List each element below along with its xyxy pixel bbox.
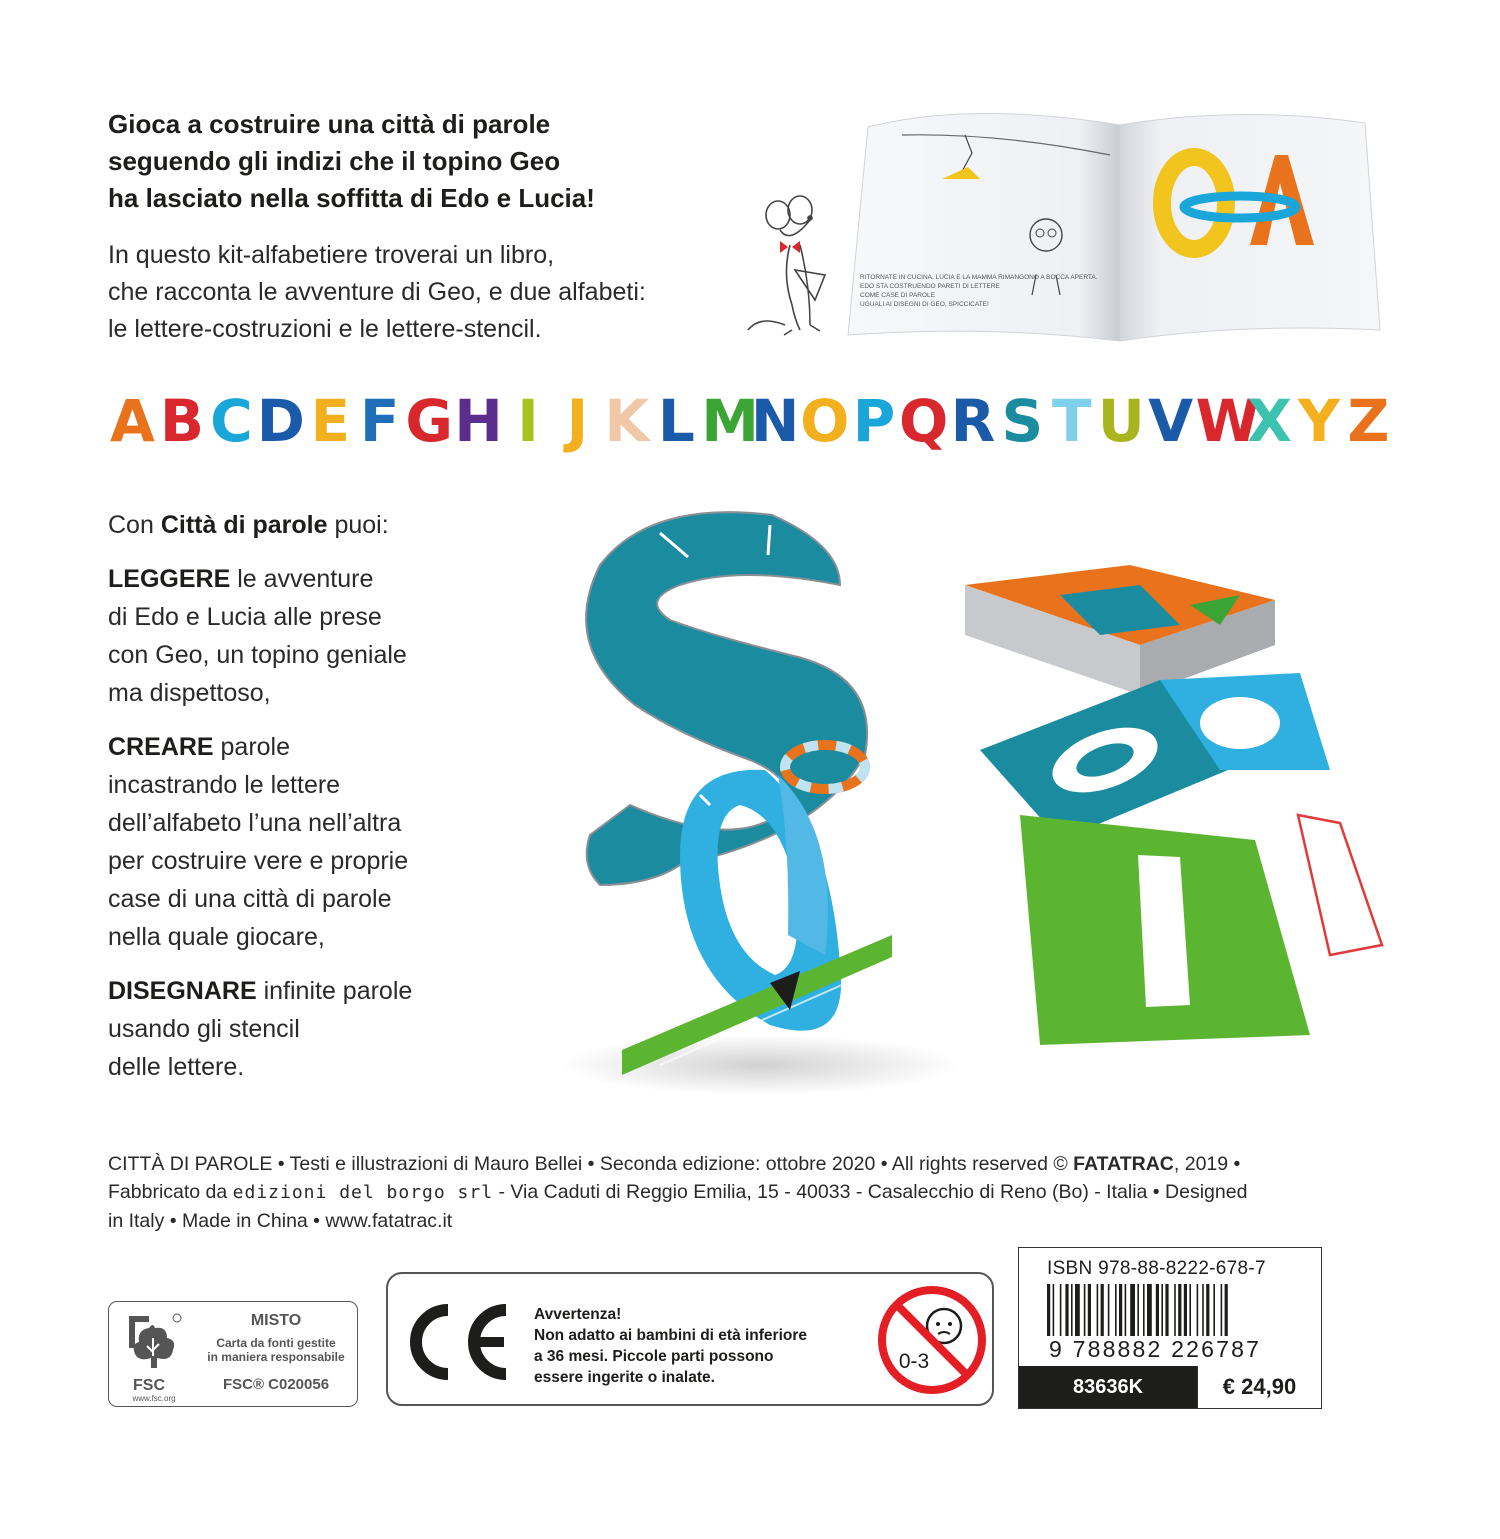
alphabet-letter: V — [1148, 387, 1194, 455]
feature-keyword: LEGGERE — [108, 565, 231, 593]
alphabet-letter: E — [310, 387, 351, 455]
price: € 24,90 — [1197, 1366, 1321, 1408]
letter-s-piece — [586, 512, 867, 885]
alphabet-letter: N — [750, 387, 800, 455]
credits-line: CITTÀ DI PAROLE • Testi e illustrazioni di Mauro Bellei • Seconda edizione: ottobre 2020 • All rights reserved © FATATRAC, 2019 • — [108, 1153, 1241, 1175]
age-label: 0-3 — [898, 1350, 930, 1373]
isbn-barcode-box — [1018, 1247, 1322, 1409]
safety-warning-label — [386, 1272, 994, 1406]
product-photo — [540, 505, 1400, 1105]
fsc-description — [201, 1336, 351, 1364]
alphabet-letter: L — [657, 387, 695, 455]
book-caption-line: COME CASE DI PAROLE — [860, 292, 936, 299]
alphabet-letter: Y — [1298, 387, 1340, 455]
product-name: Città di parole — [160, 511, 328, 539]
warning-line: essere ingerite o inalate. — [534, 1369, 715, 1386]
intro-headline-line: seguendo gli indizi che il topino Geo — [108, 146, 561, 176]
fsc-description-line: Carta da fonti gestite — [216, 1336, 336, 1350]
fsc-label — [108, 1301, 358, 1407]
feature-list — [108, 506, 548, 1102]
publisher-logo: edizioni del borgo srl — [232, 1182, 494, 1203]
feature-intro: Con Città di parole puoi: — [108, 511, 389, 539]
intro-description-line: In questo kit-alfabetiere troverai un libro, — [108, 241, 555, 269]
feature-keyword: CREARE — [108, 733, 214, 761]
intro-headline — [108, 106, 728, 217]
fsc-tree-icon — [117, 1308, 187, 1400]
alphabet-letter: Q — [899, 387, 949, 455]
warning-line: a 36 mesi. Piccole parti possono — [534, 1348, 774, 1365]
product-code: 83636K — [1019, 1366, 1197, 1408]
alphabet-letter: P — [852, 387, 896, 455]
fsc-description-line: in maniera responsabile — [207, 1350, 345, 1364]
intro-headline-line: Gioca a costruire una città di parole — [108, 109, 551, 139]
alphabet-letter: A — [110, 387, 155, 455]
isbn-footer — [1019, 1366, 1321, 1408]
alphabet-letter: B — [159, 387, 205, 455]
alphabet-letter: Z — [1347, 387, 1390, 455]
alphabet-letter: R — [950, 387, 996, 455]
alphabet-letter: J — [566, 387, 589, 455]
book-caption-line: UGUALI AI DISEGNI DI GEO, SPICCICATE! — [860, 301, 989, 308]
brand-fatatrac: FATATRAC — [1073, 1153, 1174, 1175]
intro-description-line: che racconta le avventure di Geo, e due alfabeti: — [108, 278, 646, 306]
alphabet-letter: U — [1097, 387, 1145, 455]
alphabet-letter: T — [1052, 387, 1092, 455]
warning-line: Non adatto ai bambini di età inferiore — [534, 1327, 808, 1344]
alphabet-letter: M — [701, 387, 759, 455]
book-illustration — [740, 95, 1390, 365]
mouse-geo-drawing — [748, 196, 825, 335]
alphabet-letter: C — [210, 387, 253, 455]
fsc-logo-text: FSC — [133, 1377, 165, 1394]
alphabet-letter: H — [454, 387, 503, 455]
alphabet-letter: X — [1247, 387, 1292, 455]
alphabet-letter: D — [256, 387, 305, 455]
fsc-code: FSC® C020056 — [222, 1376, 330, 1393]
isbn-digits: 9 788882 226787 — [1047, 1336, 1299, 1363]
credits — [108, 1150, 1398, 1235]
book-caption-line: EDO STA COSTRUENDO PARETI DI LETTERE — [860, 283, 1000, 290]
warning-text — [534, 1304, 874, 1388]
alphabet-letter: S — [1001, 387, 1044, 455]
no-under-3-icon — [876, 1282, 988, 1398]
letter-i-outline-piece — [1298, 815, 1382, 955]
credits-line: in Italy • Made in China • www.fatatrac.it — [108, 1210, 453, 1232]
intro-description — [108, 237, 748, 348]
feature-draw: DISEGNARE infinite parole usando gli stencil delle lettere. — [108, 977, 413, 1081]
ce-mark-icon — [402, 1302, 512, 1382]
isbn-label: ISBN 978-88-8222-678-7 — [1047, 1258, 1266, 1279]
intro-description-line: le lettere-costruzioni e le lettere-stencil. — [108, 315, 542, 343]
alphabet-letter: K — [604, 387, 650, 455]
feature-create: CREARE parole incastrando le lettere dell’alfabeto l’una nell’altra per costruire vere e proprie case di una città di parole nella quale giocare, — [108, 733, 409, 951]
alphabet-letter: I — [517, 387, 539, 455]
fsc-mix-label: MISTO — [250, 1312, 302, 1329]
alphabet-letter: O — [800, 387, 850, 455]
alphabet-strip — [108, 385, 1393, 457]
alphabet-letter: F — [359, 387, 400, 455]
alphabet-letter: W — [1195, 387, 1260, 455]
alphabet-letter: G — [405, 387, 453, 455]
warning-title: Avvertenza! — [534, 1306, 622, 1323]
credits-line: Fabbricato da edizioni del borgo srl - Via Caduti di Reggio Emilia, 15 - 40033 - Casalecchio di Reno (Bo) - Italia • Designed — [108, 1181, 1248, 1203]
book-caption-line: RITORNATE IN CUCINA, LUCIA E LA MAMMA RIMANGONO A BOCCA APERTA. — [860, 274, 1098, 281]
feature-read: LEGGERE le avventure di Edo e Lucia alle prese con Geo, un topino geniale ma dispettoso, — [108, 565, 407, 707]
intro-headline-line: ha lasciato nella soffitta di Edo e Lucia! — [108, 183, 595, 213]
fsc-website: www.fsc.org — [132, 1394, 176, 1403]
feature-keyword: DISEGNARE — [108, 977, 257, 1005]
